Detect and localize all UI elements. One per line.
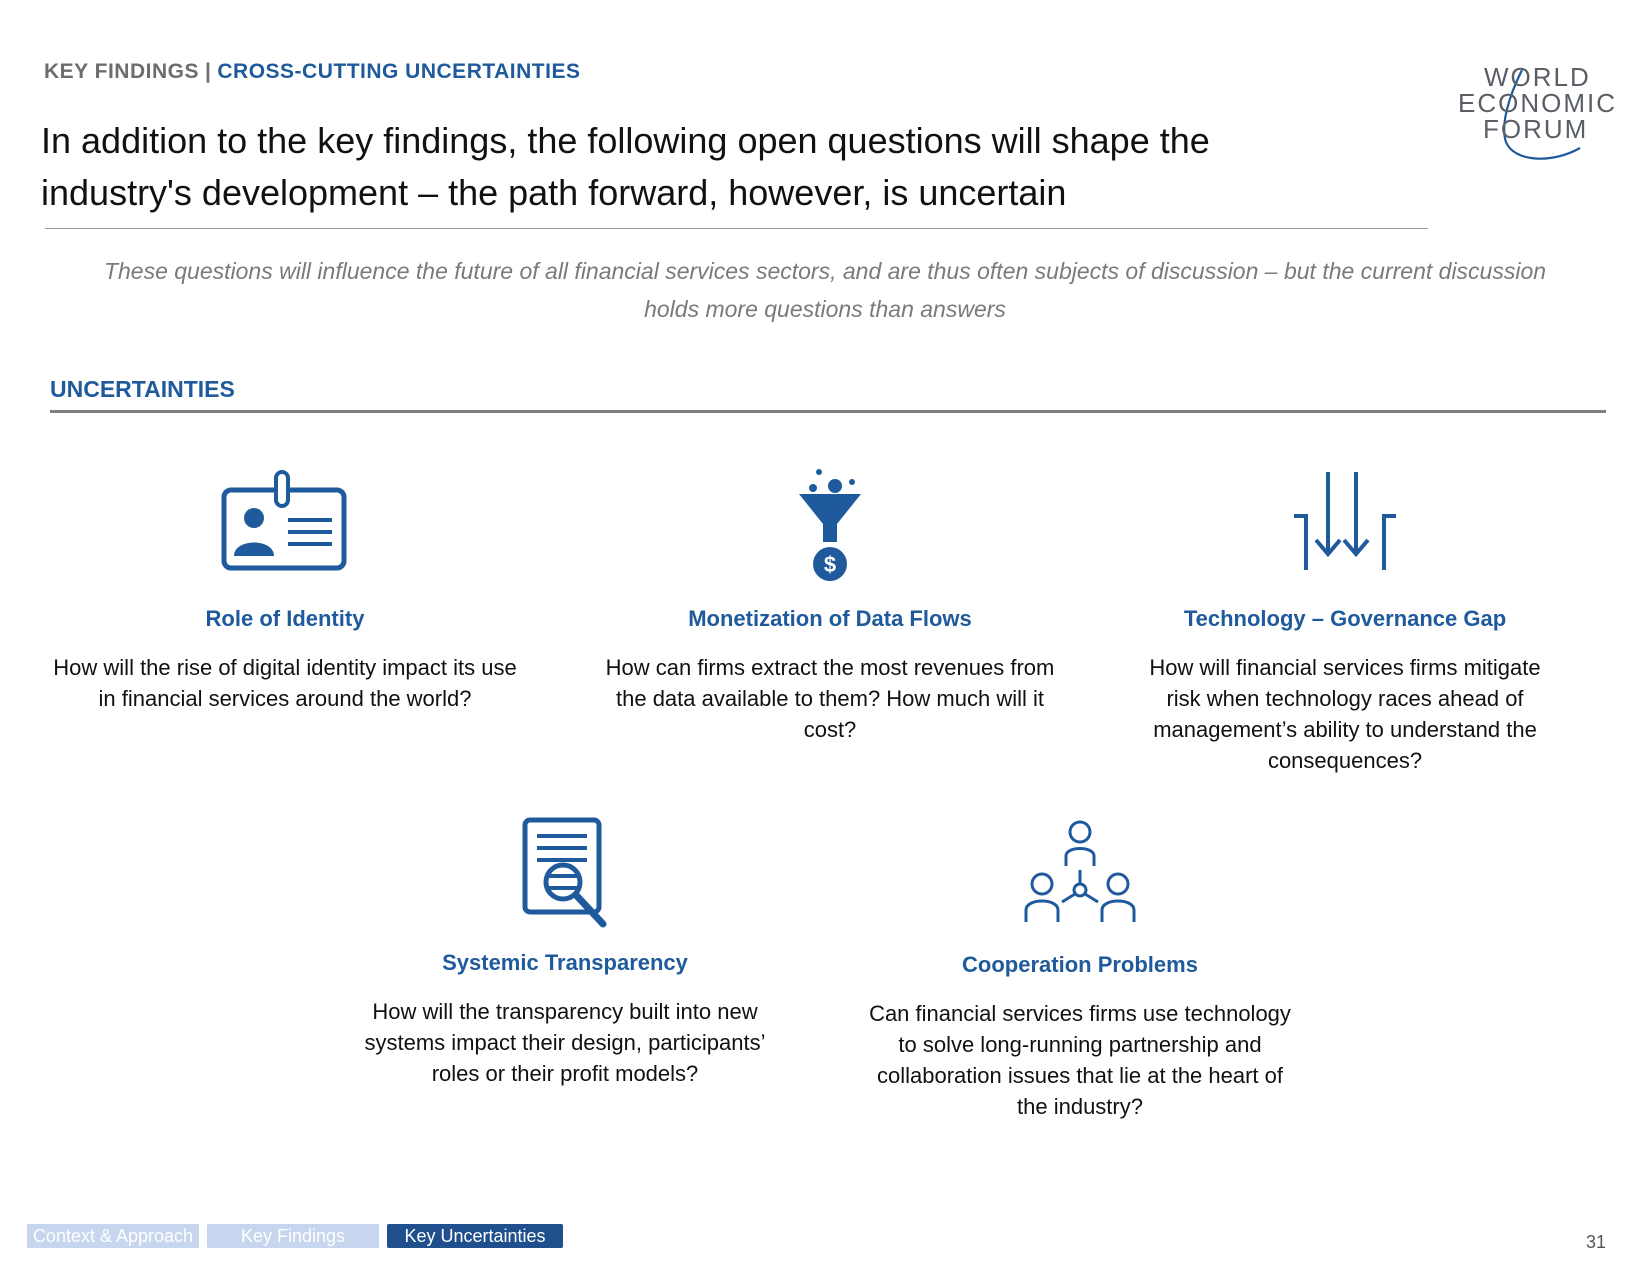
breadcrumb (44, 60, 580, 84)
uncertainty-text: How can firms extract the most revenues from the data available to them? How much will it cost? (605, 655, 1055, 742)
uncertainty-title: Technology – Governance Gap (1183, 606, 1507, 631)
logo-line-3: FORUM (1483, 114, 1589, 144)
id-card-icon (220, 470, 350, 574)
arrows-down-icon (1290, 470, 1400, 574)
uncertainty-text: Can financial services firms use technology to solve long-running partnership and collaboration issues that lie at the heart of the industry? (869, 1001, 1291, 1119)
uncertainty-text: How will the rise of digital identity impact its use in financial services around the world? (53, 655, 517, 711)
uncertainty-card-transparency (340, 816, 790, 1096)
wef-logo (1452, 64, 1627, 174)
page-subtitle: These questions will influence the future of all financial services sectors, and are thus often subjects of discussion – but the current discussion holds more questions than answers (103, 258, 1547, 322)
uncertainty-card-governance-gap (1110, 470, 1580, 773)
uncertainty-title: Monetization of Data Flows (688, 606, 972, 631)
uncertainty-title: Cooperation Problems (962, 952, 1198, 977)
uncertainty-card-monetization (595, 466, 1065, 746)
uncertainty-text: How will the transparency built into new systems impact their design, participants’ roles or their profit models? (364, 999, 766, 1086)
logo-line-1: WORLD (1484, 62, 1591, 92)
uncertainty-title: Systemic Transparency (442, 950, 688, 975)
nav-tab-key-findings[interactable]: Key Findings (207, 1224, 379, 1248)
uncertainty-card-identity (50, 470, 520, 720)
section-divider (50, 410, 1606, 413)
title-divider (45, 228, 1428, 229)
logo-line-2: ECONOMIC (1458, 88, 1617, 118)
breadcrumb-separator: | (204, 60, 212, 83)
section-label: UNCERTAINTIES (50, 376, 235, 402)
funnel-dollar-icon (795, 466, 865, 584)
uncertainty-text: How will financial services firms mitigate risk when technology races ahead of management’s ability to understand the consequences? (1149, 655, 1541, 773)
uncertainty-title: Role of Identity (205, 606, 365, 631)
nav-tab-key-uncertainties[interactable]: Key Uncertainties (387, 1224, 563, 1248)
breadcrumb-section: KEY FINDINGS (44, 60, 199, 83)
page-number: 31 (1586, 1232, 1607, 1252)
page-title: In addition to the key findings, the following open questions will shape the industry's development – the path forward, however, is uncertain (41, 120, 1210, 213)
uncertainty-card-cooperation (855, 818, 1305, 1118)
svg-text:$: $ (823, 552, 837, 577)
nav-tab-context-approach[interactable]: Context & Approach (27, 1224, 199, 1248)
network-people-icon (1018, 818, 1142, 928)
document-magnifier-icon (517, 816, 613, 932)
breadcrumb-subsection: CROSS-CUTTING UNCERTAINTIES (217, 60, 581, 83)
